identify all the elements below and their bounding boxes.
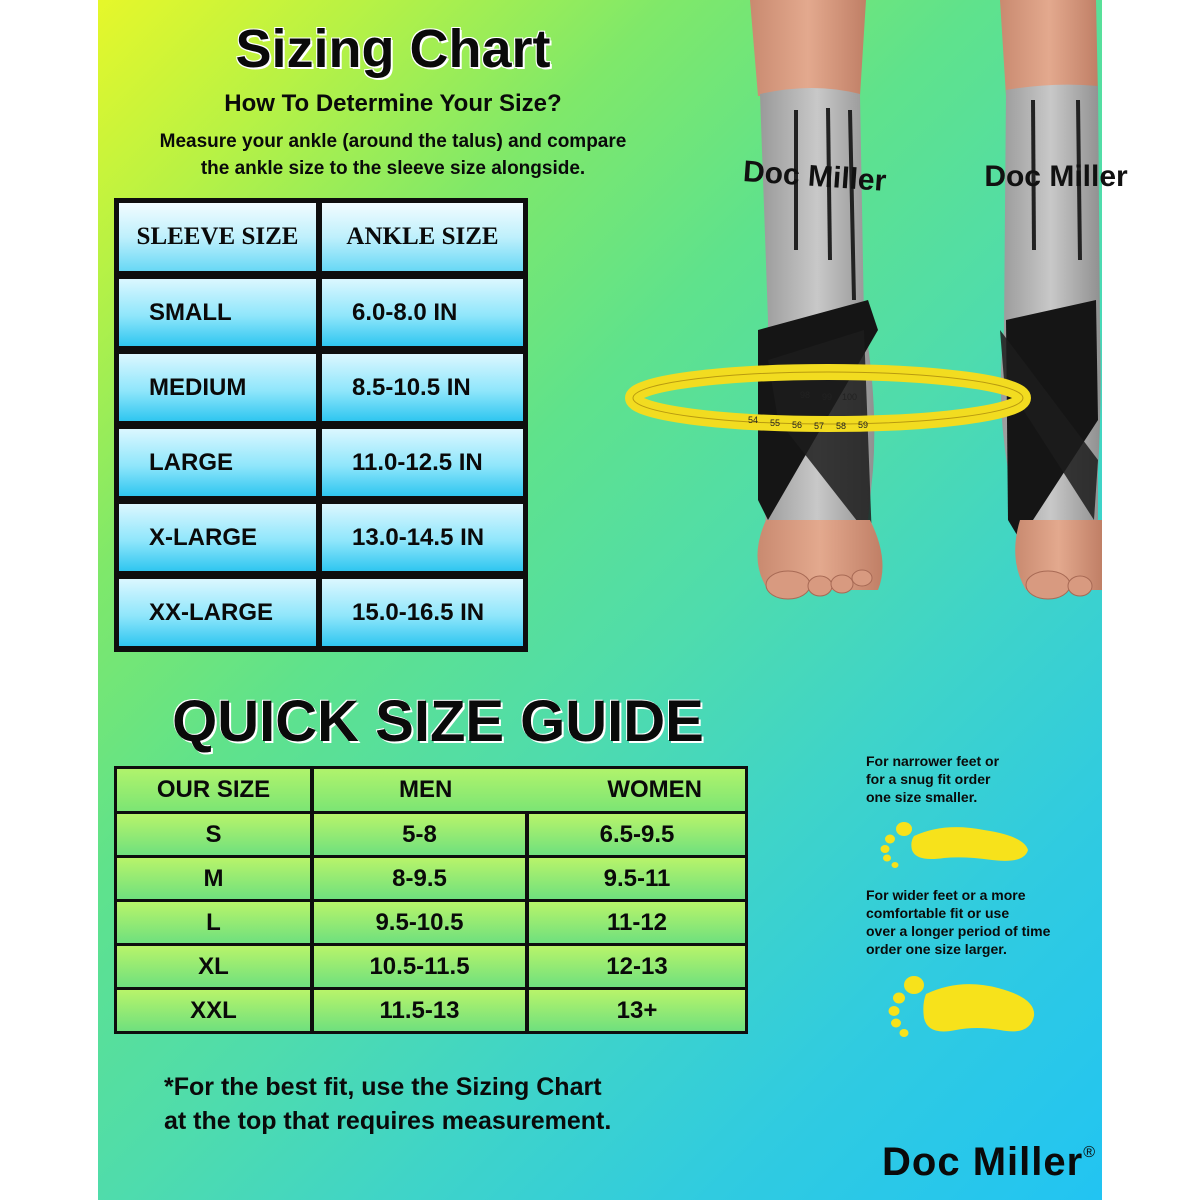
brand-name: Doc Miller [882, 1140, 1084, 1184]
tip-line: over a longer period of time [866, 923, 1051, 939]
column-header-ankle-size: ANKLE SIZE [322, 203, 523, 271]
tape-number: 98 [800, 390, 811, 400]
quick-guide-title: QUICK SIZE GUIDE [172, 689, 704, 754]
wide-feet-tip [866, 886, 1096, 958]
header-men-women [314, 769, 745, 811]
column-header-women: WOMEN [607, 776, 702, 803]
tape-number: 58 [836, 421, 847, 431]
sizing-poster [98, 0, 1128, 1200]
tip-line: order one size larger. [866, 941, 1007, 957]
women-size-cell: 13+ [529, 990, 745, 1031]
registered-mark: ® [1083, 1144, 1096, 1161]
tip-line: comfortable fit or use [866, 905, 1010, 921]
ankle-size-cell: 8.5-10.5 IN [322, 354, 523, 421]
ankle-size-cell: 11.0-12.5 IN [322, 429, 523, 496]
page-title: Sizing Chart [235, 19, 551, 79]
tape-number: 57 [814, 421, 825, 431]
instructions-line: Measure your ankle (around the talus) and compare [159, 131, 627, 152]
tape-number: 99 [822, 392, 833, 402]
tip-line: For wider feet or a more [866, 887, 1026, 903]
men-size-cell: 8-9.5 [314, 858, 525, 899]
page-subtitle: How To Determine Your Size? [224, 90, 562, 117]
footnote-line: at the top that requires measurement. [164, 1107, 612, 1135]
tape-number: 100 [842, 392, 858, 402]
right-footprint-icon [884, 972, 1044, 1044]
column-header-men: MEN [399, 776, 453, 803]
tip-line: one size smaller. [866, 789, 978, 805]
tape-number: 59 [858, 420, 869, 430]
ankle-size-cell: 13.0-14.5 IN [322, 504, 523, 571]
measure-instructions [98, 128, 688, 182]
tape-number: 56 [792, 420, 803, 430]
ankle-size-cell: 6.0-8.0 IN [322, 279, 523, 346]
brand-logo [816, 1140, 1096, 1185]
our-size-cell: M [117, 858, 310, 899]
footnote-line: *For the best fit, use the Sizing Chart [164, 1073, 602, 1101]
tape-number: 55 [770, 418, 781, 428]
footnote [164, 1070, 724, 1138]
tip-line: for a snug fit order [866, 771, 991, 787]
sleeve-brand-right: Doc Miller [984, 160, 1128, 193]
sleeve-brand-left: Doc Miller [741, 155, 888, 198]
instructions-line: the ankle size to the sleeve size alongside. [200, 158, 586, 179]
ankle-sleeve-photo [628, 0, 1128, 640]
tape-number: 54 [748, 415, 759, 425]
our-size-cell: S [117, 814, 310, 855]
left-footprint-icon [874, 818, 1034, 868]
women-size-cell: 9.5-11 [529, 858, 745, 899]
men-size-cell: 5-8 [314, 814, 525, 855]
quick-size-table [114, 766, 748, 1034]
sleeve-size-cell: LARGE [119, 429, 316, 496]
our-size-cell: XXL [117, 990, 310, 1031]
sleeve-size-cell: SMALL [119, 279, 316, 346]
sleeve-size-cell: XX-LARGE [119, 579, 316, 646]
women-size-cell: 6.5-9.5 [529, 814, 745, 855]
ankle-size-cell: 15.0-16.5 IN [322, 579, 523, 646]
men-size-cell: 10.5-11.5 [314, 946, 525, 987]
column-header-sleeve-size: SLEEVE SIZE [119, 203, 316, 271]
column-header-our-size: OUR SIZE [117, 769, 310, 811]
sleeve-size-cell: MEDIUM [119, 354, 316, 421]
narrow-feet-tip [866, 752, 1096, 806]
sizing-chart-table [114, 198, 528, 652]
sleeve-size-cell: X-LARGE [119, 504, 316, 571]
men-size-cell: 11.5-13 [314, 990, 525, 1031]
tip-line: For narrower feet or [866, 753, 1000, 769]
our-size-cell: L [117, 902, 310, 943]
men-size-cell: 9.5-10.5 [314, 902, 525, 943]
our-size-cell: XL [117, 946, 310, 987]
women-size-cell: 11-12 [529, 902, 745, 943]
women-size-cell: 12-13 [529, 946, 745, 987]
